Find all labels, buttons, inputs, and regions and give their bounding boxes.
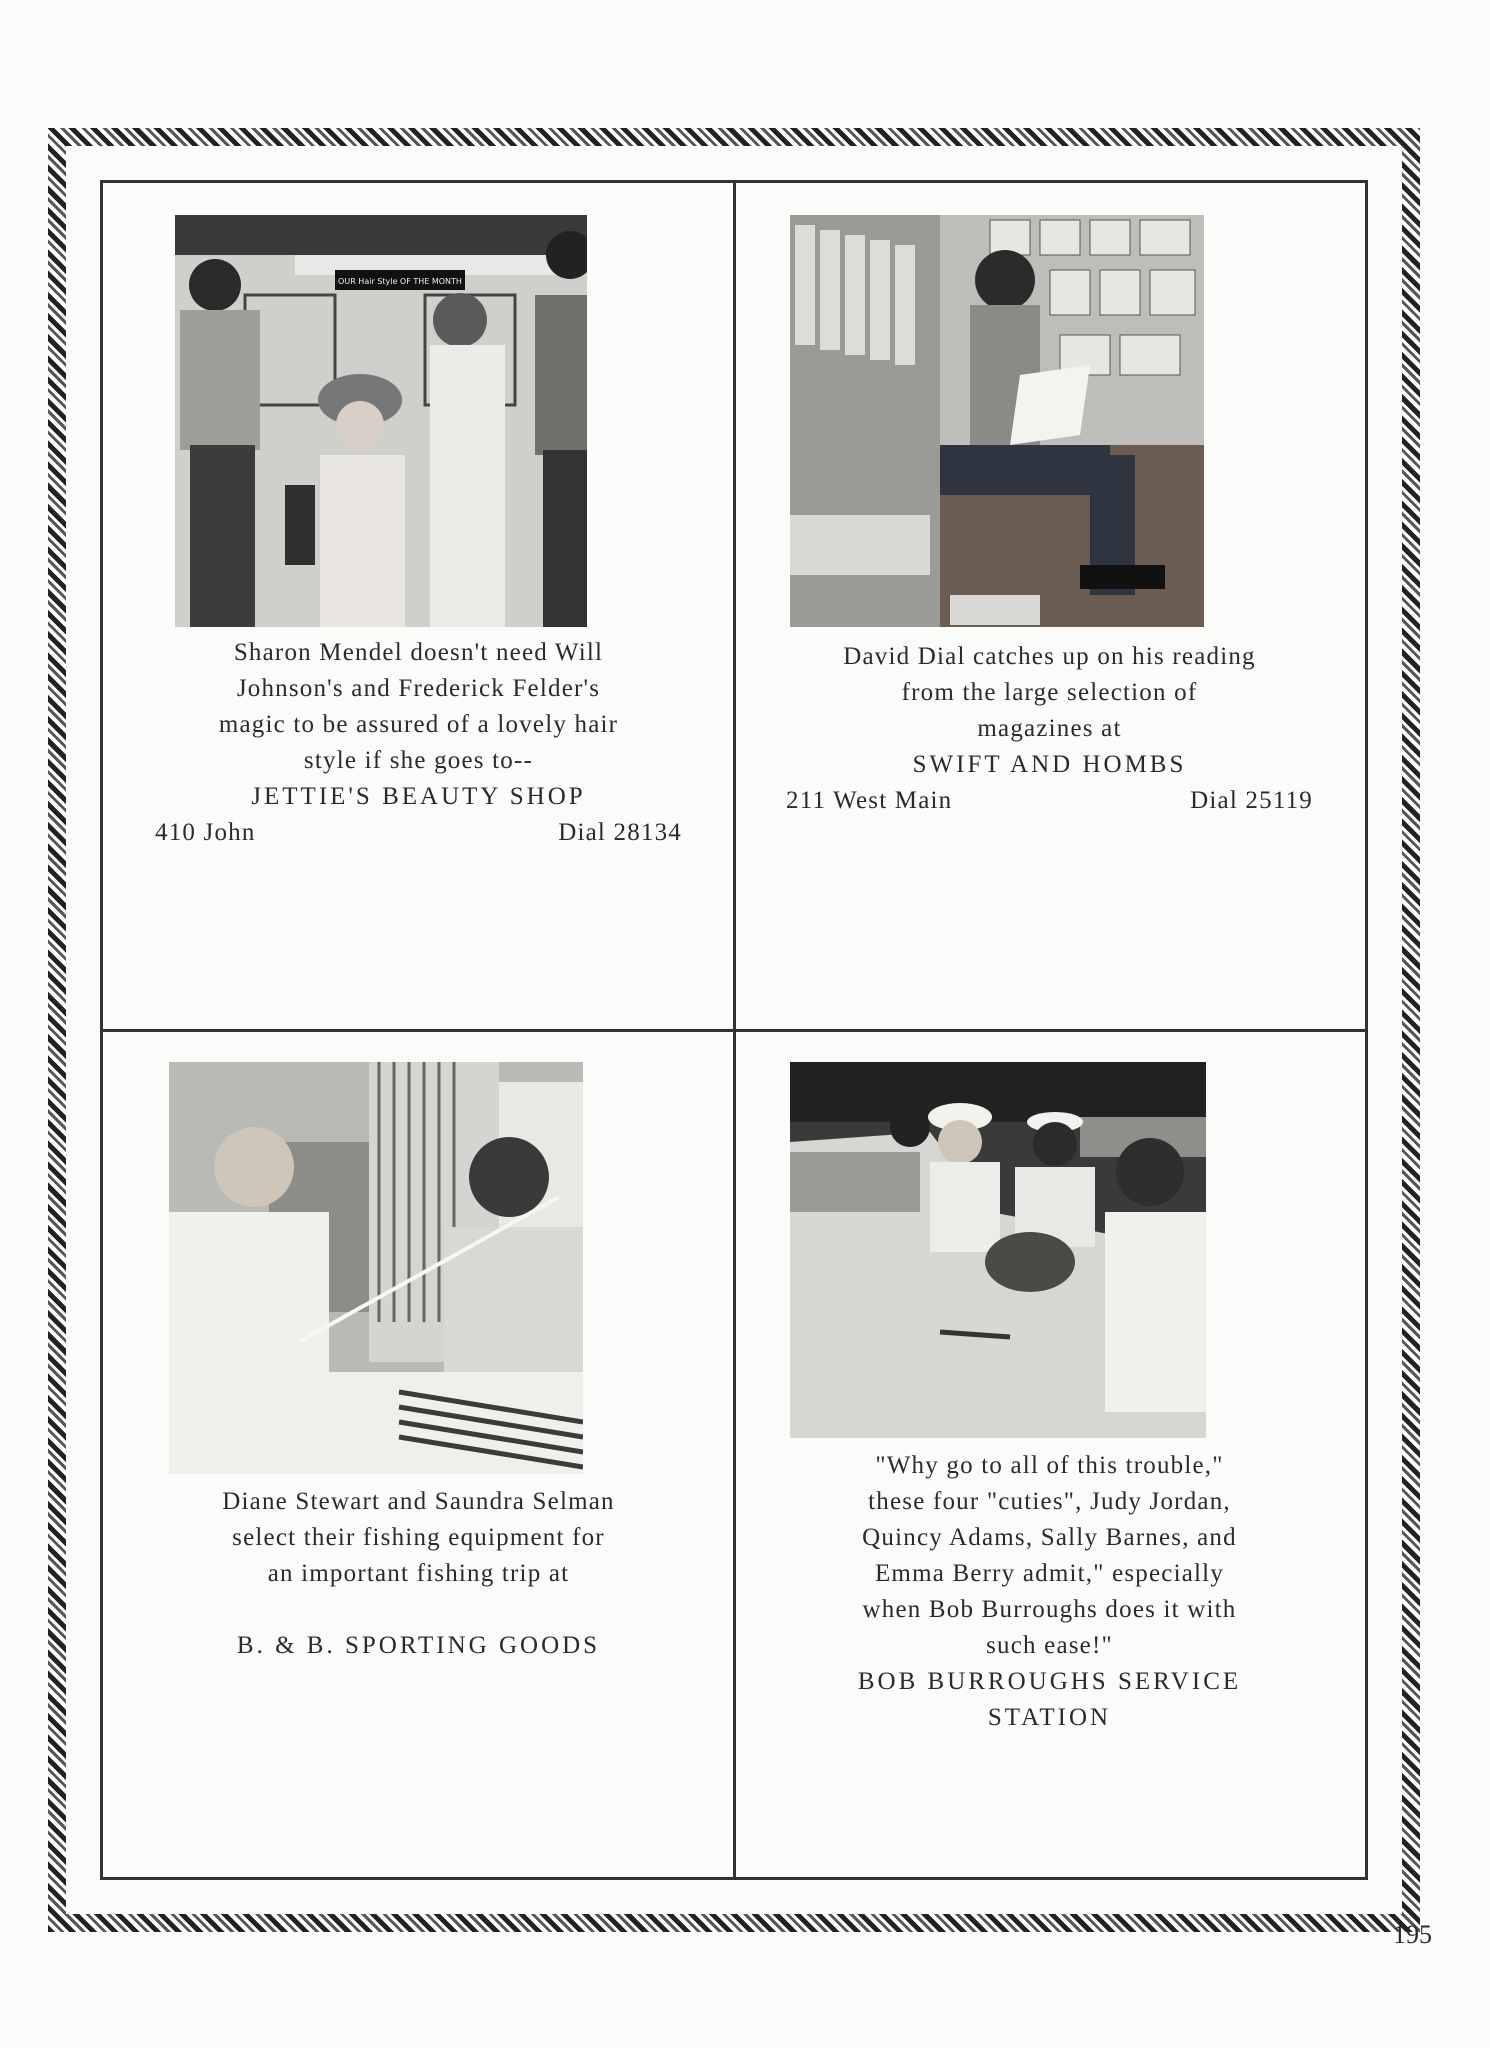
caption-line: Sharon Mendel doesn't need Will bbox=[233, 639, 604, 666]
business-name: BOB BURROUGHS SERVICE bbox=[857, 1668, 1242, 1695]
caption-line: style if she goes to-- bbox=[303, 747, 534, 774]
caption-line: an important fishing trip at bbox=[267, 1560, 570, 1587]
caption-gap bbox=[115, 1592, 722, 1628]
ad-bob-burroughs-service-station bbox=[734, 1030, 1365, 1877]
rope-border-frame bbox=[48, 128, 1420, 1932]
business-name-line-2: STATION bbox=[987, 1704, 1112, 1731]
sporting-goods-photo bbox=[169, 1062, 583, 1474]
ad-swift-and-hombs bbox=[734, 183, 1365, 1030]
caption-line: select their fishing equipment for bbox=[232, 1524, 605, 1551]
ad-grid bbox=[100, 180, 1368, 1880]
caption-line: magic to be assured of a lovely hair bbox=[218, 711, 619, 738]
caption-line: Johnson's and Frederick Felder's bbox=[236, 675, 601, 702]
caption-line: Diane Stewart and Saundra Selman bbox=[222, 1488, 615, 1515]
page-number: 195 bbox=[1393, 1920, 1432, 1949]
beauty-shop-caption bbox=[115, 635, 722, 851]
caption-line: these four "cuties", Judy Jordan, bbox=[868, 1488, 1231, 1515]
caption-line: David Dial catches up on his reading bbox=[843, 643, 1256, 670]
hair-style-sign: OUR Hair Style OF THE MONTH bbox=[338, 277, 462, 286]
caption-line: "Why go to all of this trouble," bbox=[875, 1452, 1224, 1479]
caption-line: from the large selection of bbox=[901, 679, 1198, 706]
street-address: 211 West Main bbox=[786, 787, 953, 814]
caption-line: magazines at bbox=[977, 715, 1122, 742]
address-row bbox=[115, 815, 722, 851]
caption-line: Quincy Adams, Sally Barnes, and bbox=[862, 1524, 1237, 1551]
street-address: 410 John bbox=[155, 819, 256, 846]
business-name: B. & B. SPORTING GOODS bbox=[236, 1632, 601, 1659]
phone-number: Dial 25119 bbox=[1190, 787, 1313, 814]
beauty-shop-photo bbox=[175, 215, 587, 627]
ad-b-and-b-sporting-goods bbox=[103, 1030, 734, 1877]
caption-line: such ease!" bbox=[986, 1632, 1113, 1659]
magazine-stand-photo bbox=[790, 215, 1204, 627]
phone-number: Dial 28134 bbox=[558, 819, 682, 846]
business-name: JETTIE'S BEAUTY SHOP bbox=[251, 783, 586, 810]
business-name: SWIFT AND HOMBS bbox=[912, 751, 1187, 778]
service-station-caption bbox=[746, 1448, 1353, 1736]
sporting-goods-caption bbox=[115, 1484, 722, 1664]
address-row bbox=[746, 783, 1353, 819]
magazines-caption bbox=[746, 639, 1353, 819]
ad-jetties-beauty-shop bbox=[103, 183, 734, 1030]
caption-line: Emma Berry admit," especially bbox=[874, 1560, 1225, 1587]
service-station-photo bbox=[790, 1062, 1206, 1438]
caption-line: when Bob Burroughs does it with bbox=[862, 1596, 1237, 1623]
